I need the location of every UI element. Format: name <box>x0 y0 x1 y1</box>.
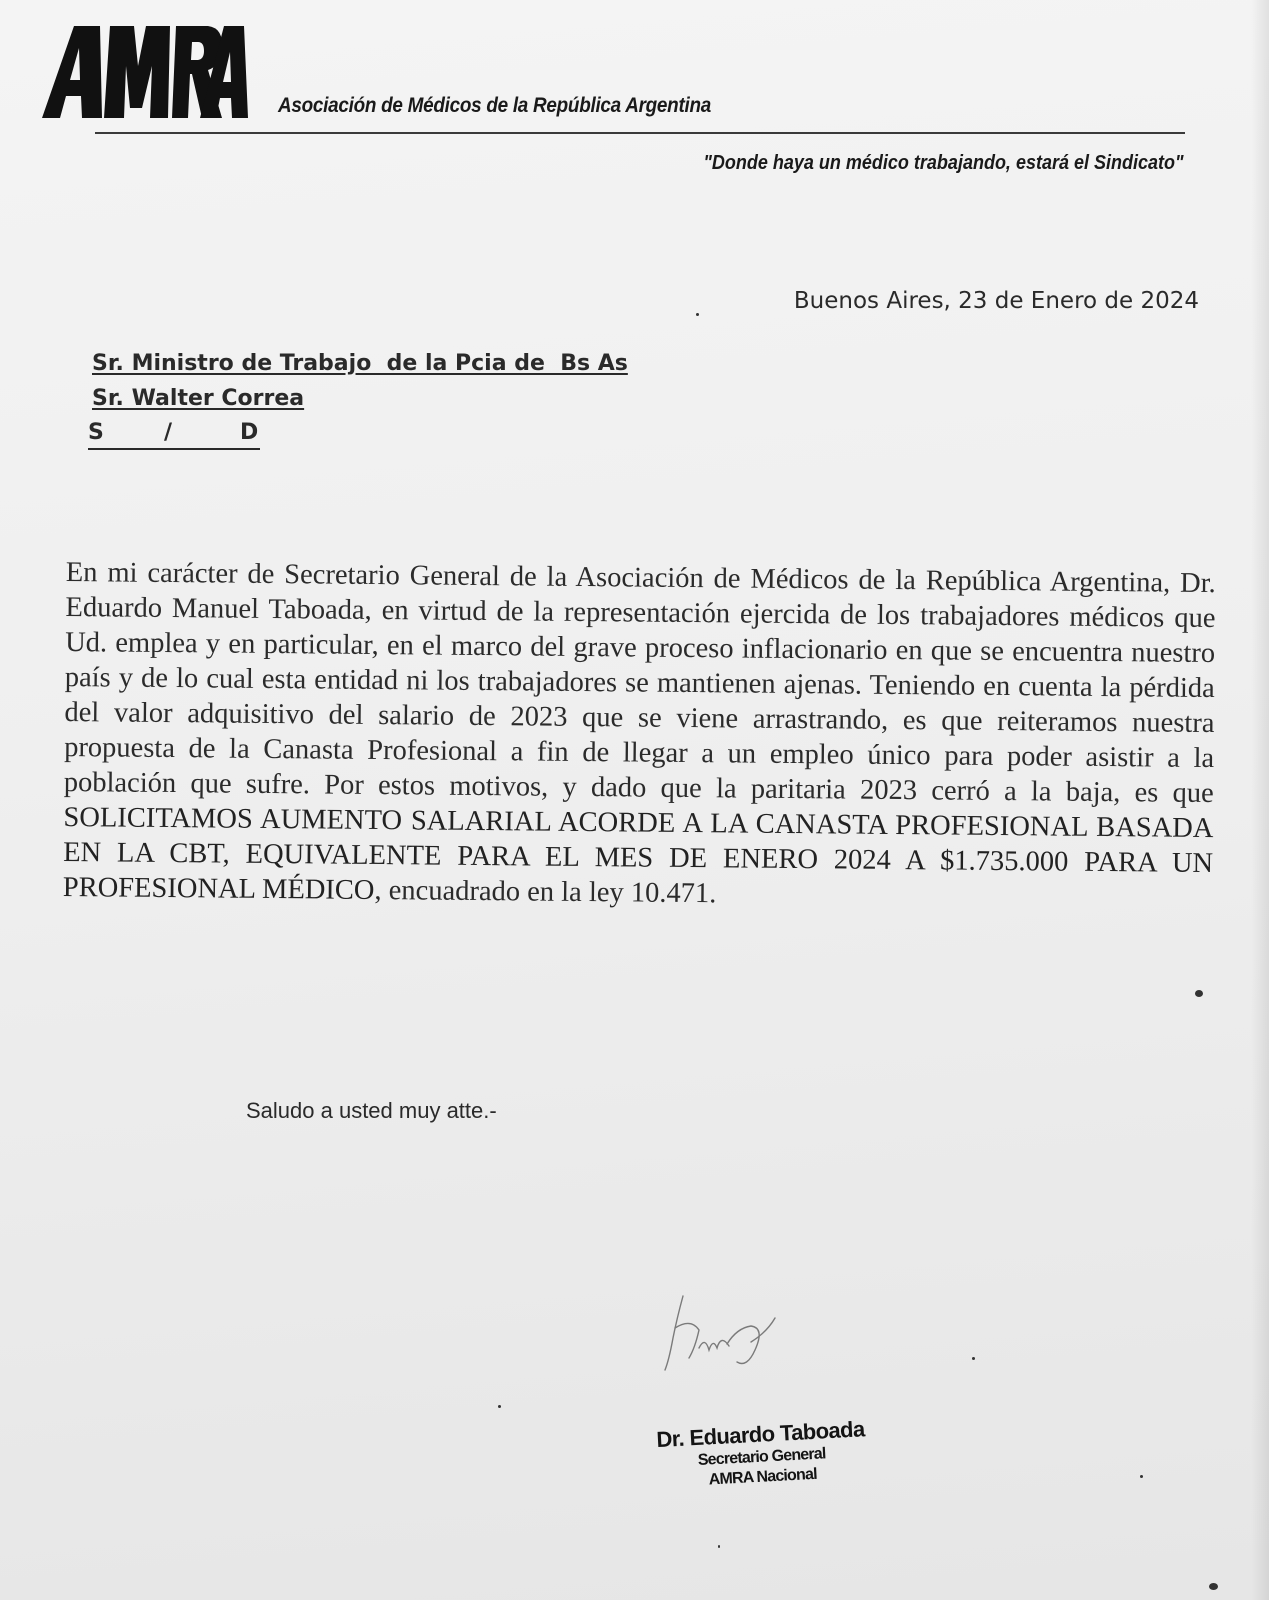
su-despacho <box>88 420 260 450</box>
closing-salutation: Saludo a usted muy atte.- <box>246 1098 497 1123</box>
addressee-block <box>92 346 628 416</box>
organization-name: Asociación de Médicos de la República Argentina <box>278 94 711 117</box>
body-normal-text: En mi carácter de Secretario General de la Asociación de Médicos de la República Argentina, Dr. Eduardo Manuel Taboada, en virtud de la representación ejercida de los trabajadores médicos que Ud. emplea y en particular, en el marco del grave proceso inflacionario en que se encuentra nuestro país y de lo cual esta entidad ni los trabajadores se mantienen ajenas. Teniendo en cuenta la pérdida del valor adquisitivo del salario de 2023 que se viene arrastrando, es que reiteramos nuestra propuesta de la Canasta Profesional a fin de llegar a un empleo único para poder asistir a la población que sufre. Por estos motivos, y dado que la paritaria 2023 cerró a la baja, es que <box>63 556 1216 810</box>
body-tail-text: , encuadrado en la ley 10.471. <box>374 874 717 910</box>
paper-speck <box>696 313 699 316</box>
sd-slash: / <box>164 420 173 445</box>
sd-d: D <box>240 420 259 445</box>
paper-speck <box>498 1405 501 1408</box>
header-divider <box>95 132 1185 134</box>
paper-speck <box>1209 1583 1218 1590</box>
paper-speck <box>1140 1475 1143 1478</box>
signatory-organization: AMRA Nacional <box>708 1465 818 1489</box>
body-request-text: SOLICITAMOS AUMENTO SALARIAL ACORDE A LA CANASTA PROFESIONAL BASADA EN LA CBT, EQUIVALENTE PARA EL MES DE ENERO 2024 A $1.735.000 PARA UN PROFESIONAL MÉDICO <box>62 801 1214 906</box>
paper-speck <box>1195 990 1203 997</box>
sd-s: S <box>88 420 104 445</box>
paper-speck <box>972 1357 975 1360</box>
paper-speck <box>718 1545 720 1548</box>
letter-body <box>63 555 1216 916</box>
addressee-line-2: Sr. Walter Correa <box>92 386 305 411</box>
motto: "Donde haya un médico trabajando, estará el Sindicato" <box>703 152 1184 174</box>
signatory-title: Secretario General <box>697 1445 827 1470</box>
amra-logo <box>40 22 250 122</box>
signatory-name: Dr. Eduardo Taboada <box>655 1416 866 1453</box>
signature-block <box>640 1415 883 1493</box>
addressee-line-1: Sr. Ministro de Trabajo de la Pcia de Bs As <box>92 351 628 376</box>
handwritten-signature <box>655 1288 785 1383</box>
letter-date: Buenos Aires, 23 de Enero de 2024 <box>793 288 1199 314</box>
